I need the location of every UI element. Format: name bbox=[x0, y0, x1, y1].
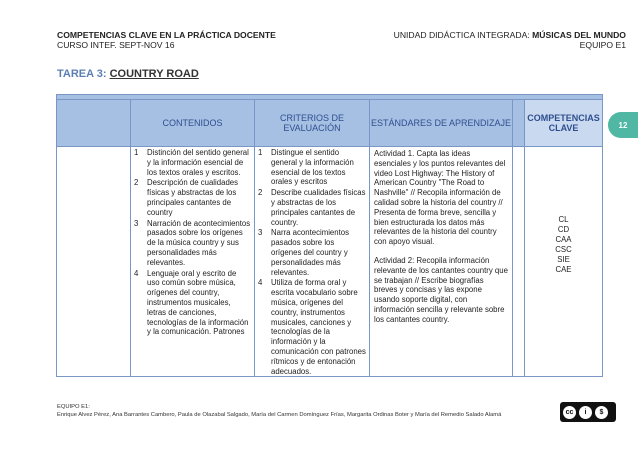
criterios-item-text: Describe cualidades físicas y abstractas de los principales cantantes de country. bbox=[271, 188, 366, 227]
spacer-cell bbox=[513, 147, 525, 377]
task-title: COUNTRY ROAD bbox=[109, 68, 199, 80]
criterios-item-number: 4 bbox=[258, 278, 263, 288]
header-spacer bbox=[513, 100, 525, 147]
criterios-item bbox=[255, 277, 366, 376]
criterios-item-text: Distingue el sentido general y la información esencial de los textos orales y escritos bbox=[271, 148, 354, 187]
document-title: COMPETENCIAS CLAVE EN LA PRÁCTICA DOCENTE bbox=[57, 30, 276, 40]
contenidos-item bbox=[131, 268, 251, 338]
task-heading bbox=[57, 68, 199, 80]
header-criterios: CRITERIOS DE EVALUACIÓN bbox=[255, 100, 370, 147]
contenidos-item-number: 2 bbox=[134, 178, 139, 188]
criterios-item-number: 1 bbox=[258, 148, 263, 157]
page-number-badge: 12 bbox=[608, 112, 638, 138]
competencia-item: CD bbox=[557, 225, 570, 234]
criterios-item-number: 3 bbox=[258, 228, 263, 238]
competencia-item: CL bbox=[558, 215, 569, 224]
contenidos-cell bbox=[131, 147, 255, 377]
contenidos-item-text: Narración de acontecimientos pasados sobre los orígenes de la música country y sus personalidades más relevantes. bbox=[147, 218, 251, 267]
criterios-item-text: Utiliza de forma oral y escrita vocabulario sobre música, orígenes del country, instrumentos musicales, canciones y tecnologías de la información y la comunicación con patrones rítmicos y de entonación adecuados. bbox=[271, 278, 366, 376]
competencia-item: SIE bbox=[557, 255, 570, 264]
contenidos-item-number: 4 bbox=[134, 268, 139, 278]
criterios-cell bbox=[255, 147, 370, 377]
competencias-list bbox=[525, 147, 602, 275]
estandares-cell bbox=[370, 147, 513, 377]
course-label: CURSO INTEF. SEPT-NOV 16 bbox=[57, 40, 175, 50]
contenidos-item bbox=[131, 177, 251, 217]
header-competencias: COMPETENCIAS CLAVE bbox=[525, 100, 603, 147]
license-badge bbox=[560, 402, 616, 422]
document-header-left bbox=[57, 30, 276, 50]
unit-prefix: UNIDAD DIDÁCTICA INTEGRADA: bbox=[393, 30, 533, 40]
cc-icon: cc bbox=[563, 406, 576, 419]
criterios-item bbox=[255, 147, 366, 187]
task-table bbox=[56, 94, 603, 377]
header-contenidos: CONTENIDOS bbox=[131, 100, 255, 147]
competencia-item: CSC bbox=[555, 245, 572, 254]
competencia-item: CAA bbox=[555, 235, 572, 244]
task-label: TAREA 3: bbox=[57, 68, 110, 80]
nc-icon: $ bbox=[595, 406, 608, 419]
document-header-right bbox=[394, 30, 626, 50]
footer bbox=[57, 403, 501, 419]
contenidos-item bbox=[131, 147, 251, 177]
estandar-activity-1: Actividad 1. Capta las ideas esenciales y los puntos relevantes del video Lost Highway: The History of American Country "The Road to Nashville" // Recopila información de calidad sobre la historia del country // Presenta de forma breve, sencilla y bien estructurada los datos más relevantes de la historia del country con apoyo visual. bbox=[374, 149, 506, 247]
contenidos-item-number: 1 bbox=[134, 148, 139, 157]
competencias-cell bbox=[525, 147, 603, 377]
header-blank-cell bbox=[57, 100, 131, 147]
competencia-item: CAE bbox=[555, 265, 572, 274]
contenidos-item-text: Descripción de cualidades físicas y abstractas de los principales cantantes de country bbox=[147, 178, 239, 217]
criterios-item-number: 2 bbox=[258, 188, 263, 198]
row-blank-cell bbox=[57, 147, 131, 377]
contenidos-item-text: Lenguaje oral y escrito de uso común sobre música, orígenes del country, instrumentos musicales, letras de canciones, tecnologías de la información y la comunicación. Patrones bbox=[147, 268, 249, 337]
header-estandares: ESTÁNDARES DE APRENDIZAJE bbox=[370, 100, 513, 147]
contenidos-item-number: 3 bbox=[134, 218, 139, 228]
by-icon: i bbox=[579, 406, 592, 419]
criterios-list bbox=[255, 147, 369, 376]
contenidos-item bbox=[131, 218, 251, 268]
footer-team-label: EQUIPO E1: bbox=[57, 404, 90, 410]
estandar-activity-2: Actividad 2: Recopila información relevante de los cantantes country que se trabajan // Escribe biografías breves y concisas y las expone usando soporte digital, con información sencilla y relevante sobre los cantantes country. bbox=[374, 255, 508, 324]
estandares-text bbox=[370, 147, 512, 336]
footer-members: Enrique Alvez Pérez, Ana Barrantes Cambero, Paula de Olazabal Salgado, María del Carmen Domínguez Frías, Margarita Ordinas Boter y María del Remedio Salado Alamá bbox=[57, 412, 502, 418]
unit-name: MÚSICAS DEL MUNDO bbox=[532, 30, 626, 40]
criterios-item-text: Narra acontecimientos pasados sobre los orígenes del country y personalidades más relevantes. bbox=[271, 228, 350, 277]
team-label: EQUIPO E1 bbox=[579, 40, 626, 50]
contenidos-list bbox=[131, 147, 254, 337]
contenidos-item-text: Distinción del sentido general y la información esencial de los textos orales y escritos. bbox=[147, 148, 249, 177]
criterios-item bbox=[255, 227, 366, 277]
criterios-item bbox=[255, 187, 366, 227]
